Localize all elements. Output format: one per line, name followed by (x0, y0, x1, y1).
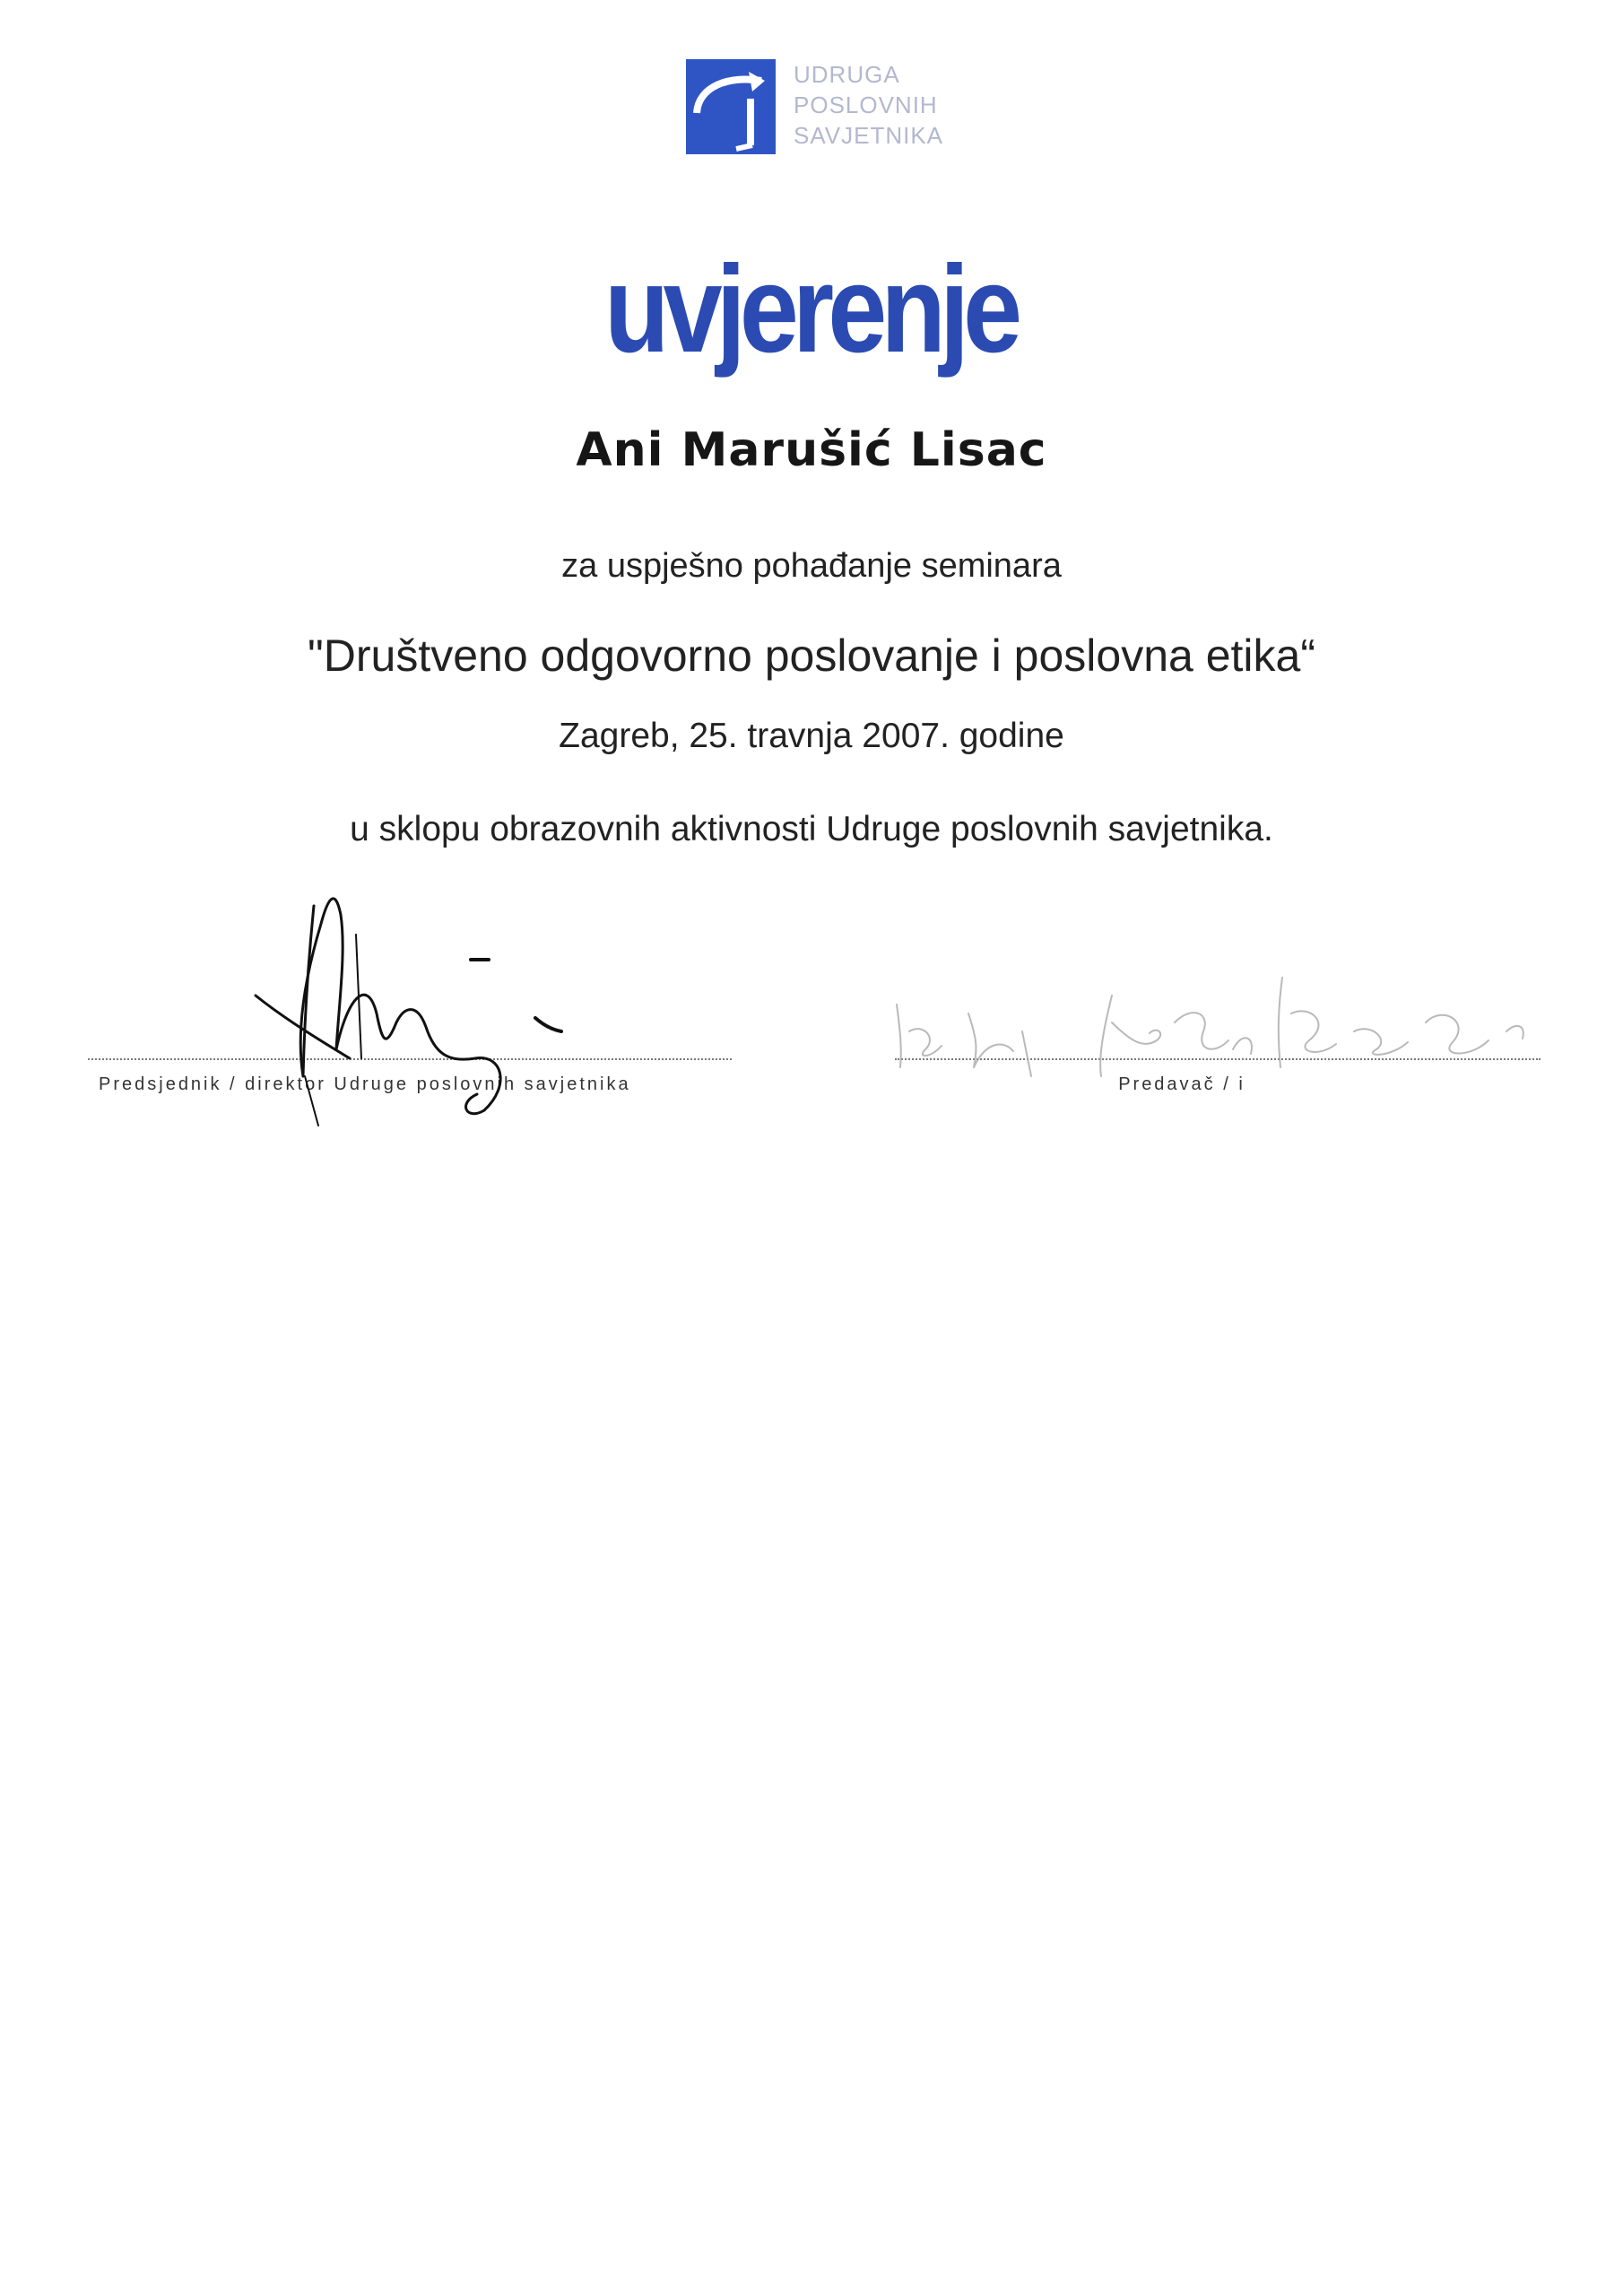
attendance-text: za uspješno pohađanje seminara (561, 547, 1062, 585)
organization-logo-text (794, 59, 943, 151)
logo-line-1: UDRUGA (794, 61, 900, 88)
lecturer-caption: Predavač / i (1118, 1074, 1245, 1094)
recipient-name: Ani Marušić Lisac (576, 423, 1047, 477)
signature-line (895, 1058, 1541, 1060)
signature-line (88, 1058, 732, 1060)
seminar-title: "Društveno odgovorno poslovanje i poslovna etika“ (308, 631, 1315, 681)
president-signature-block (88, 1058, 732, 1095)
lecturer-signature-block (895, 1058, 1541, 1095)
logo-line-2: POSLOVNIH (794, 91, 938, 118)
certificate-title: uvjerenje (603, 240, 1017, 378)
organization-logo-mark-icon (686, 59, 776, 154)
president-caption: Predsjednik / direktor Udruge poslovnih savjetnika (99, 1074, 631, 1094)
organization-logo (686, 59, 943, 154)
logo-line-3: SAVJETNIKA (794, 122, 944, 149)
place-date: Zagreb, 25. travnja 2007. godine (559, 717, 1064, 755)
context-text: u sklopu obrazovnih aktivnosti Udruge poslovnih savjetnika. (350, 810, 1273, 848)
